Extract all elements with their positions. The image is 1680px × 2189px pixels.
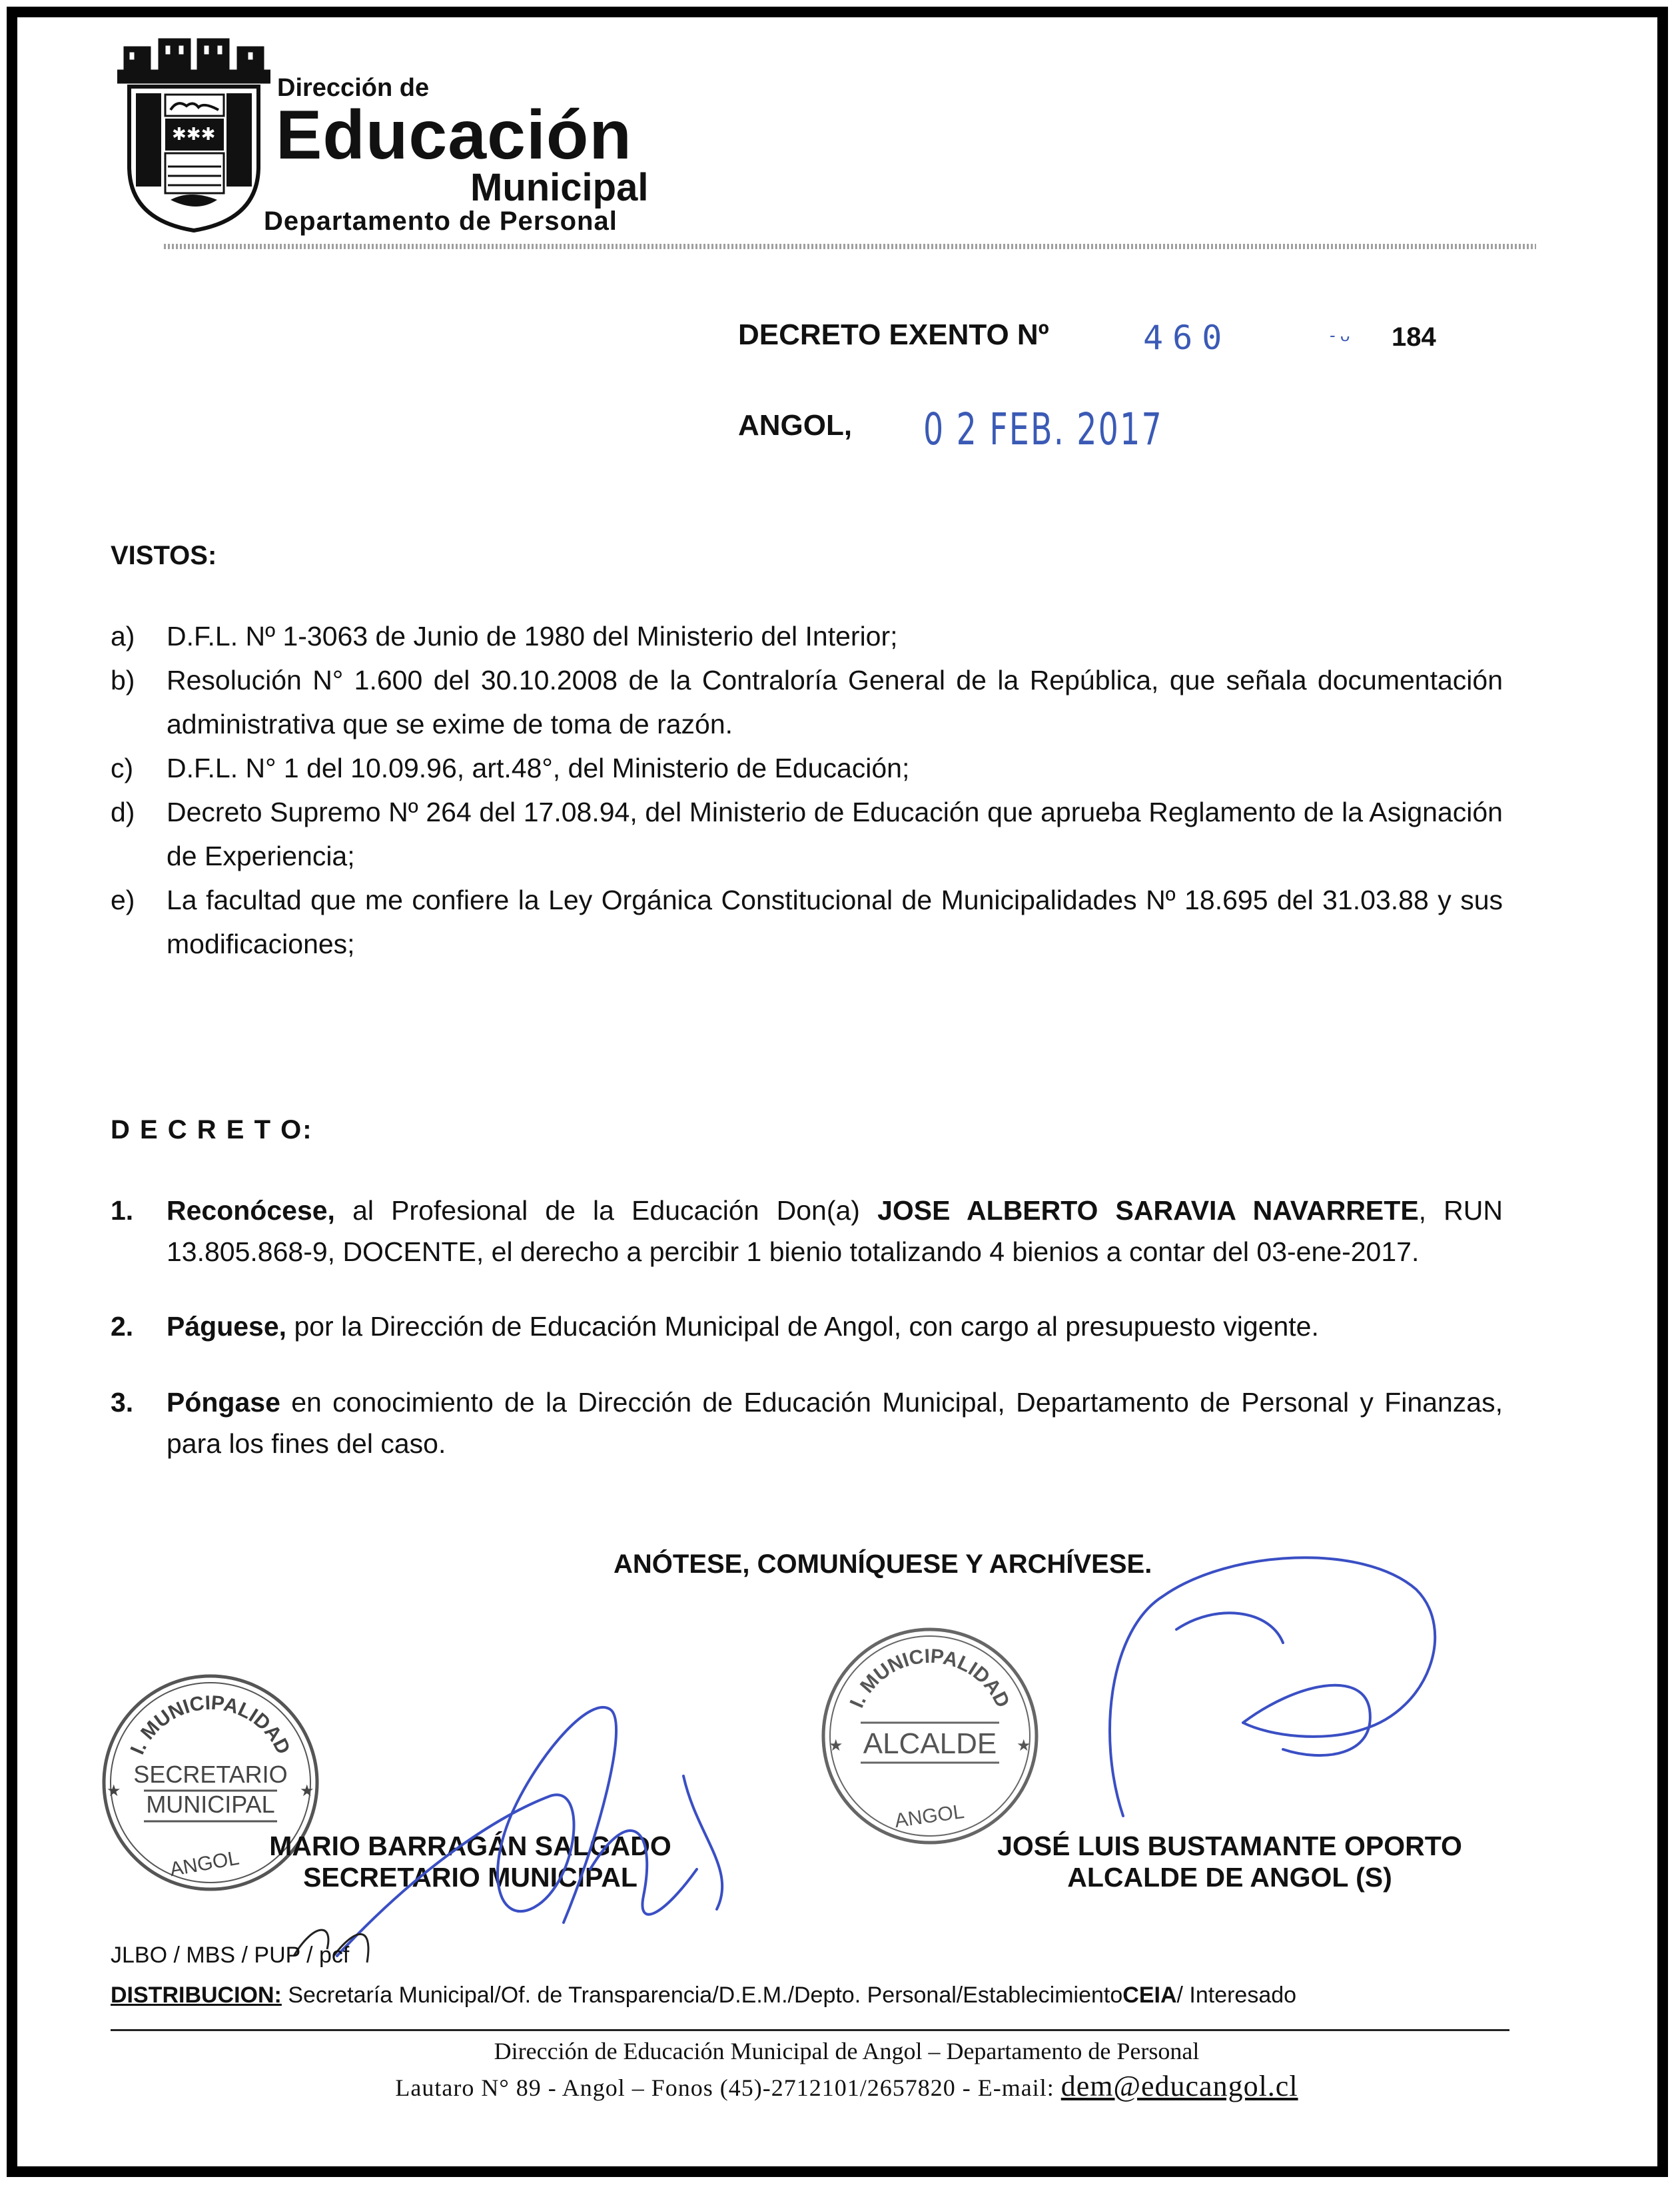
decree-handwritten-mark: - ᴗ [1330,325,1350,345]
decree-stamped-number: 460 [1143,318,1232,357]
decree-internal-number: 184 [1392,322,1436,352]
footer-line2 [17,2069,1668,2103]
date-stamp: 0 2 FEB. 2017 [923,404,1163,455]
footer-contact: Lautaro N° 89 - Angol – Fonos (45)-2712101/2657820 - E-mail: [395,2074,1061,2101]
signatory-name: MARIO BARRAGÁN SALGADO [269,1831,671,1861]
list-item [111,658,1503,746]
article-body: por la Dirección de Educación Municipal de Angol, con cargo al presupuesto vigente. [286,1311,1319,1342]
list-marker: d) [111,797,135,827]
article-text [167,1306,1503,1347]
article-lead: Páguese, [167,1311,287,1342]
org-department: Departamento de Personal [264,207,618,236]
header-divider [164,244,1536,249]
distribution-establishment: CEIA [1122,1982,1177,2008]
svg-text:★: ★ [107,1782,121,1800]
article-body: en conocimiento de la Dirección de Educación Municipal, Departamento de Personal y Finanzas, para los fines del caso. [167,1387,1503,1459]
article-body: al Profesional de la Educación Don(a) [334,1195,878,1226]
seal-bottom-text: ANGOL [893,1800,966,1833]
org-name-line3: Municipal [470,166,649,209]
decree-label: DECRETO EXENTO Nº [738,318,1049,351]
place-label: ANGOL, [738,409,853,442]
list-marker: c) [111,753,134,783]
list-text: D.F.L. N° 1 del 10.09.96, art.48°, del Ministerio de Educación; [167,753,910,783]
signatory-title: SECRETARIO MUNICIPAL [303,1862,637,1893]
distribution-text-end: / Interesado [1176,1982,1297,2008]
decreto-list [111,1190,1503,1464]
article-text [167,1190,1503,1272]
mayor-seal [817,1623,1043,1849]
article-number: 1. [111,1195,134,1226]
list-text: La facultad que me confiere la Ley Orgánica Constitucional de Municipalidades Nº 18.695 del 31.03.88 y sus modificaciones; [167,885,1503,959]
footer-line1: Dirección de Educación Municipal de Angol – Departamento de Personal [494,2038,1200,2064]
seal-line2: MUNICIPAL [146,1791,275,1818]
list-marker: b) [111,665,135,695]
svg-text:★: ★ [1017,1737,1031,1755]
vistos-list [111,614,1503,966]
distribution-list [111,1982,1296,2008]
closing-formula: ANÓTESE, COMUNÍQUESE Y ARCHÍVESE. [614,1549,1152,1579]
municipal-crest-logo [117,33,270,233]
distribution-text: Secretaría Municipal/Of. de Transparencia/D.E.M./Depto. Personal/Establecimiento [281,1982,1123,2008]
seal-bottom-text: ANGOL [168,1847,241,1881]
list-text: Decreto Supremo Nº 264 del 17.08.94, del Ministerio de Educación que aprueba Reglamento de la Asignación de Experiencia; [167,797,1503,871]
article-lead: Póngase [167,1387,280,1418]
list-item [111,614,1503,658]
vistos-heading: VISTOS: [111,541,217,570]
mayor-signature [1083,1536,1496,1843]
list-marker: e) [111,885,135,915]
list-item [111,878,1503,966]
svg-text:★: ★ [829,1737,843,1755]
org-name-line1: Dirección de [277,74,430,102]
document-page [7,7,1668,2177]
list-item [111,746,1503,790]
seal-top-text: I. MUNICIPALIDAD [126,1691,294,1758]
decree-article [111,1382,1503,1464]
list-text: Resolución N° 1.600 del 30.10.2008 de la Contraloría General de la República, que señala documentación administrativa que se exime de toma de razón. [167,665,1503,739]
svg-text:✱✱✱: ✱✱✱ [172,125,216,145]
seal-top-text: I. MUNICIPALIDAD [845,1645,1014,1711]
signatory-name: JOSÉ LUIS BUSTAMANTE OPORTO [997,1831,1462,1861]
list-item [111,790,1503,878]
org-name-line2: Educación [276,97,632,174]
decreto-heading: D E C R E T O: [111,1115,313,1144]
seal-line1: SECRETARIO [133,1761,288,1788]
list-text: D.F.L. Nº 1-3063 de Junio de 1980 del Ministerio del Interior; [167,621,898,652]
article-lead: Reconócese, [167,1195,335,1226]
distribution-label: DISTRIBUCION: [111,1982,282,2008]
signatory-title: ALCALDE DE ANGOL (S) [1067,1862,1392,1893]
footer-email-link[interactable]: dem@educangol.cl [1060,2070,1298,2102]
beneficiary-name: JOSE ALBERTO SARAVIA NAVARRETE [877,1195,1419,1226]
seal-line1: ALCALDE [863,1727,997,1760]
footer-divider [111,2029,1509,2031]
reference-initials: JLBO / MBS / PUP / pcf [111,1943,350,1968]
article-body-continued: , RUN 13.805.868-9, DOCENTE, el derecho a percibir 1 bienio totalizando 4 bienios a contar del 03-ene-2017. [167,1195,1503,1267]
decree-article [111,1306,1503,1347]
list-marker: a) [111,621,135,652]
svg-text:★: ★ [300,1782,314,1800]
article-number: 3. [111,1387,134,1418]
article-text [167,1382,1503,1464]
decree-article [111,1190,1503,1272]
article-number: 2. [111,1311,134,1342]
